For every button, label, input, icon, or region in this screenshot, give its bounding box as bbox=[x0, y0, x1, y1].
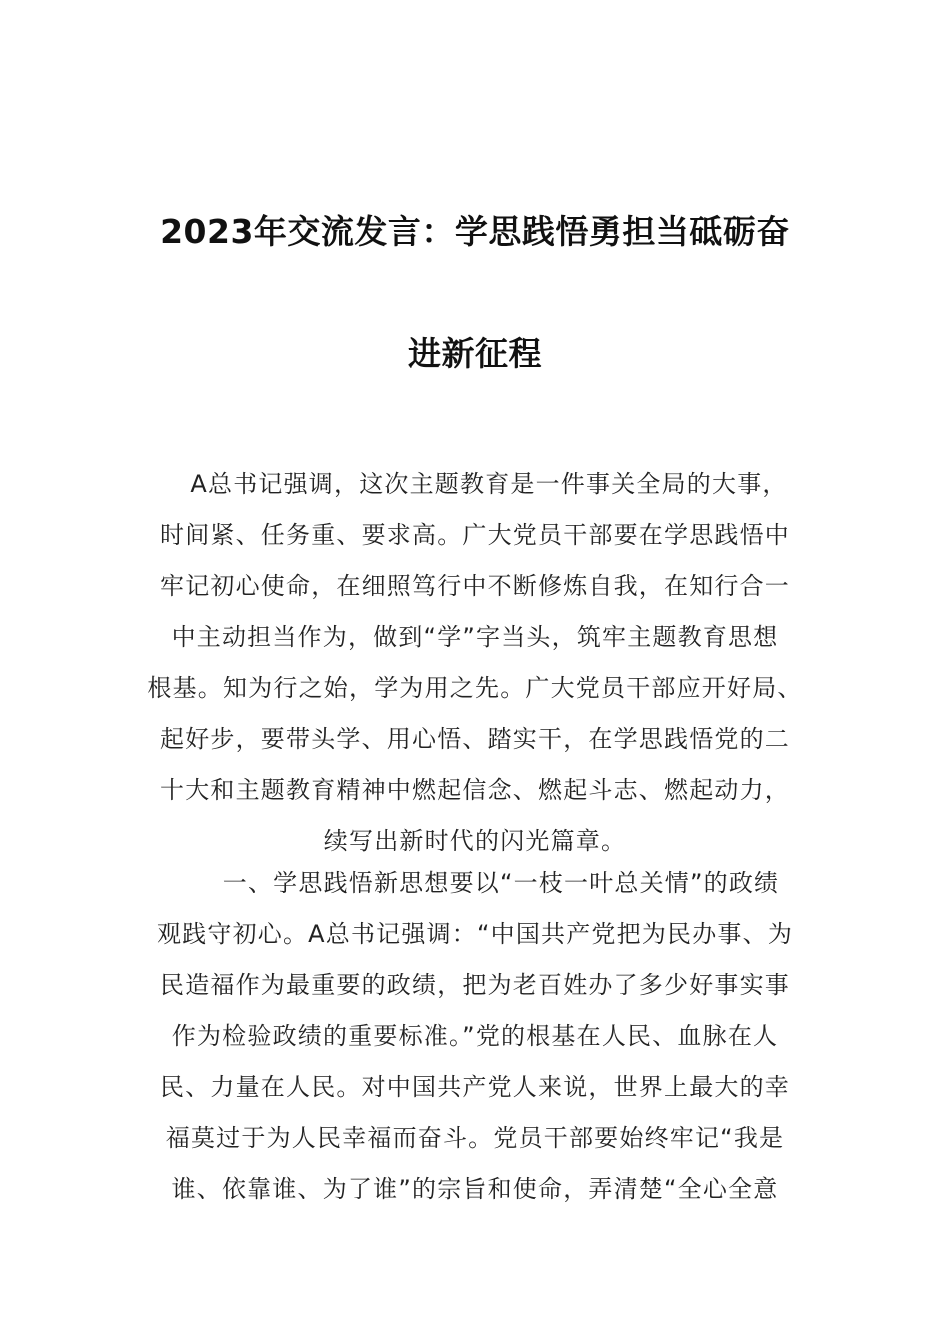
paragraph-line: 十大和主题教育精神中燃起信念、燃起斗志、燃起动力， bbox=[160, 776, 790, 804]
paragraph-line: 福莫过于为人民幸福而奋斗。党员干部要始终牢记“我是 bbox=[165, 1124, 785, 1152]
paragraph-line: 观践守初心。A总书记强调：“中国共产党把为民办事、为 bbox=[156, 920, 794, 948]
paragraph-line: 牢记初心使命，在细照笃行中不断修炼自我，在知行合一 bbox=[160, 572, 790, 600]
paragraph-line: 作为检验政绩的重要标准。”党的根基在人民、血脉在人 bbox=[171, 1022, 779, 1050]
paragraph-line: 中主动担当作为，做到“学”字当头，筑牢主题教育思想 bbox=[171, 623, 779, 651]
document-title-line-1: 2023年交流发言：学思践悟勇担当砥砺奋 bbox=[160, 212, 790, 251]
paragraph-line: 时间紧、任务重、要求高。广大党员干部要在学思践悟中 bbox=[160, 521, 790, 549]
paragraph-line: 起好步，要带头学、用心悟、踏实干，在学思践悟党的二 bbox=[160, 725, 790, 753]
paragraph-line: 谁、依靠谁、为了谁”的宗旨和使命，弄清楚“全心全意 bbox=[171, 1175, 779, 1203]
paragraph-line: 民、力量在人民。对中国共产党人来说，世界上最大的幸 bbox=[160, 1073, 790, 1101]
paragraph-line: 根基。知为行之始，学为用之先。广大党员干部应开好局、 bbox=[147, 674, 803, 702]
paragraph-line: 续写出新时代的闪光篇章。 bbox=[323, 827, 627, 855]
paragraph-line: 一、学思践悟新思想要以“一枝一叶总关情”的政绩 bbox=[222, 869, 780, 897]
paragraph-line: A总书记强调，这次主题教育是一件事关全局的大事， bbox=[190, 470, 788, 498]
document-title-line-2: 进新征程 bbox=[408, 334, 542, 373]
paragraph-line: 民造福作为最重要的政绩，把为老百姓办了多少好事实事 bbox=[160, 971, 790, 999]
